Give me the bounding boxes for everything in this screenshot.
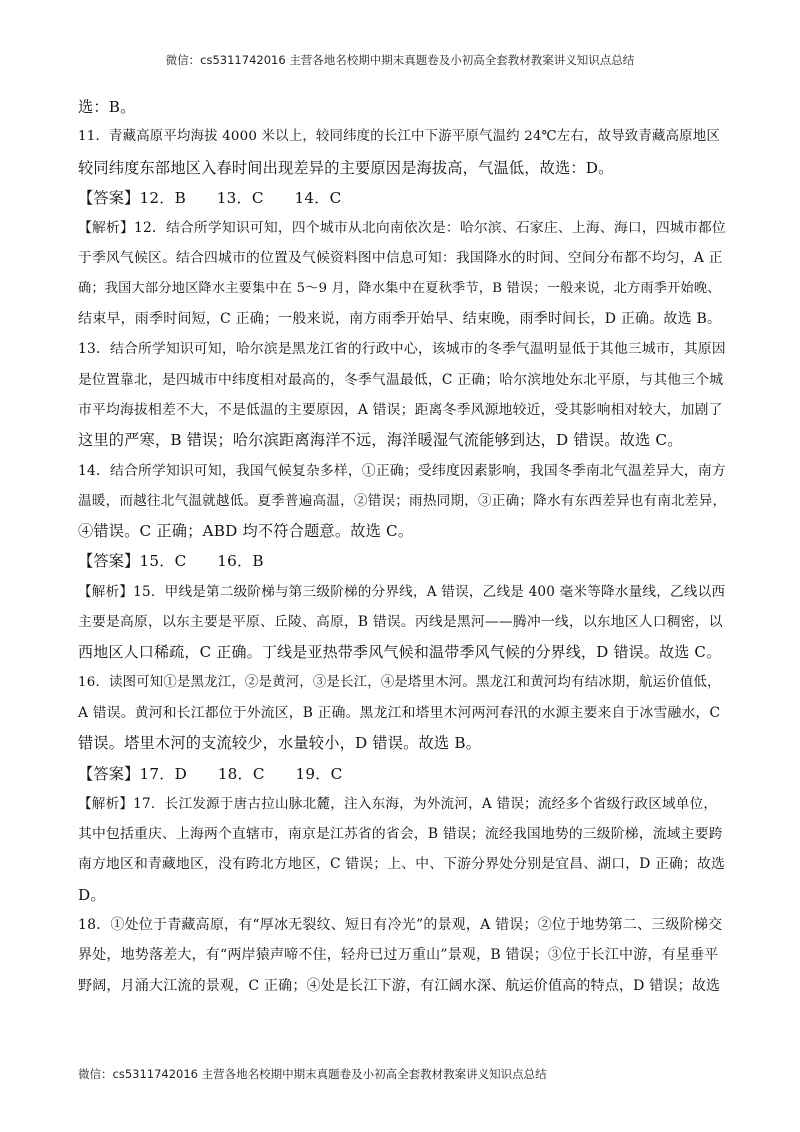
text-line: ④错误。C 正确；ABD 均不符合题意。故选 C。 xyxy=(78,522,414,541)
text-line: 其中包括重庆、上海两个直辖市，南京是江苏省的省会，B 错误；流经我国地势的三级阶梯，流域主要跨 xyxy=(78,826,723,843)
text-line: 确；我国大部分地区降水主要集中在 5～9 月，降水集中在夏秋季节，B 错误；一般来说，北方雨季开始晚、 xyxy=(78,280,721,296)
text-line: 14．结合所学知识可知，我国气候复杂多样，①正确；受纬度因素影响，我国冬季南北气温差异大，南方 xyxy=(78,462,726,479)
text-line: 这里的严寒，B 错误；哈尔滨距离海洋不远，海洋暖湿气流能够到达，D 错误。故选 C。 xyxy=(78,431,683,450)
text-line: 选：B。 xyxy=(78,98,136,116)
text-line: D。 xyxy=(78,885,106,904)
text-line: 【解析】17．长江发源于唐古拉山脉北麓，注入东海，为外流河，A 错误；流经多个省级行政区域单位， xyxy=(78,795,718,812)
text-line: 南方地区和青藏地区，没有跨北方地区，C 错误；上、中、下游分界处分别是宜昌、湖口，D 正确；故选 xyxy=(78,856,726,873)
text-line: 【答案】15．C 16．B xyxy=(78,552,264,571)
text-line: 市平均海拔相差不大，不是低温的主要原因，A 错误；距离冬季风源地较近，受其影响相对较大，加剧了 xyxy=(78,401,723,418)
text-line: 较同纬度东部地区入春时间出现差异的主要原因是海拔高，气温低，故选：D。 xyxy=(78,158,614,177)
text-line: 主要是高原，以东主要是平原、丘陵、高原，B 错误。丙线是黑河——腾冲一线，以东地区人口稠密，以 xyxy=(78,614,723,631)
text-line: 界处，地势落差大，有“两岸猿声啼不住，轻舟已过万重山”景观，B 错误；③位于长江中游，有星垂平 xyxy=(78,947,719,964)
text-line: 结束早，雨季时间短，C 正确；一般来说，南方雨季开始早、结束晚，雨季时间长，D 正确。故选 B。 xyxy=(78,311,722,328)
text-line: 【答案】12．B 13．C 14．C xyxy=(78,188,342,207)
document-body xyxy=(78,92,726,1001)
text-line: 西地区人口稀疏，C 正确。丁线是亚热带季风气候和温带季风气候的分界线，D 错误。故选 C。 xyxy=(78,643,722,662)
text-line: 【答案】17．D 18．C 19．C xyxy=(78,764,343,783)
text-line: 温暖，而越往北气温就越低。夏季普遍高温，②错误；雨热同期，③正确；降水有东西差异也有南北差异， xyxy=(78,492,727,509)
text-line: 【解析】12．结合所学知识可知，四个城市从北向南依次是：哈尔滨、石家庄、上海、海口，四城市都位 xyxy=(78,220,726,237)
text-line: 于季风气候区。结合四城市的位置及气候资料图中信息可知：我国降水的时间、空间分布都不均匀，A 正 xyxy=(78,250,723,267)
text-line: 【解析】15．甲线是第二级阶梯与第三级阶梯的分界线，A 错误，乙线是 400 毫米等降水量线，乙线以西 xyxy=(78,583,726,600)
text-line: 错误。塔里木河的支流较少，水量较小，D 错误。故选 B。 xyxy=(78,734,482,753)
text-line: 18．①处位于青藏高原，有“厚冰无裂纹、短日有冷光”的景观，A 错误；②位于地势第二、三级阶梯交 xyxy=(78,917,723,934)
text-line: A 错误。黄河和长江都位于外流区，B 正确。黑龙江和塔里木河两河春汛的水源主要来自于冰雪融水，C xyxy=(78,704,721,721)
text-line: 11．青藏高原平均海拔 4000 米以上，较同纬度的长江中下游平原气温约 24℃左右，故导致青藏高原地区 xyxy=(78,129,720,145)
text-line: 是位置靠北，是四城市中纬度相对最高的，冬季气温最低，C 正确；哈尔滨地处东北平原，与其他三个城 xyxy=(78,371,724,388)
page-footer: 微信：cs5311742016 主营各地名校期中期末真题卷及小初高全套教材教案讲义知识点总结 xyxy=(78,1067,547,1081)
text-line: 13．结合所学知识可知，哈尔滨是黑龙江省的行政中心，该城市的冬季气温明显低于其他三城市，其原因 xyxy=(78,341,726,358)
text-line: 野阔，月涌大江流的景观，C 正确；④处是长江下游，有江阔水深、航运价值高的特点，D 错误；故选 xyxy=(78,977,721,994)
text-line: 16．读图可知①是黑龙江，②是黄河，③是长江，④是塔里木河。黑龙江和黄河均有结冰期，航运价值低， xyxy=(78,674,721,690)
page-header: 微信：cs5311742016 主营各地名校期中期末真题卷及小初高全套教材教案讲义知识点总结 xyxy=(165,53,635,67)
